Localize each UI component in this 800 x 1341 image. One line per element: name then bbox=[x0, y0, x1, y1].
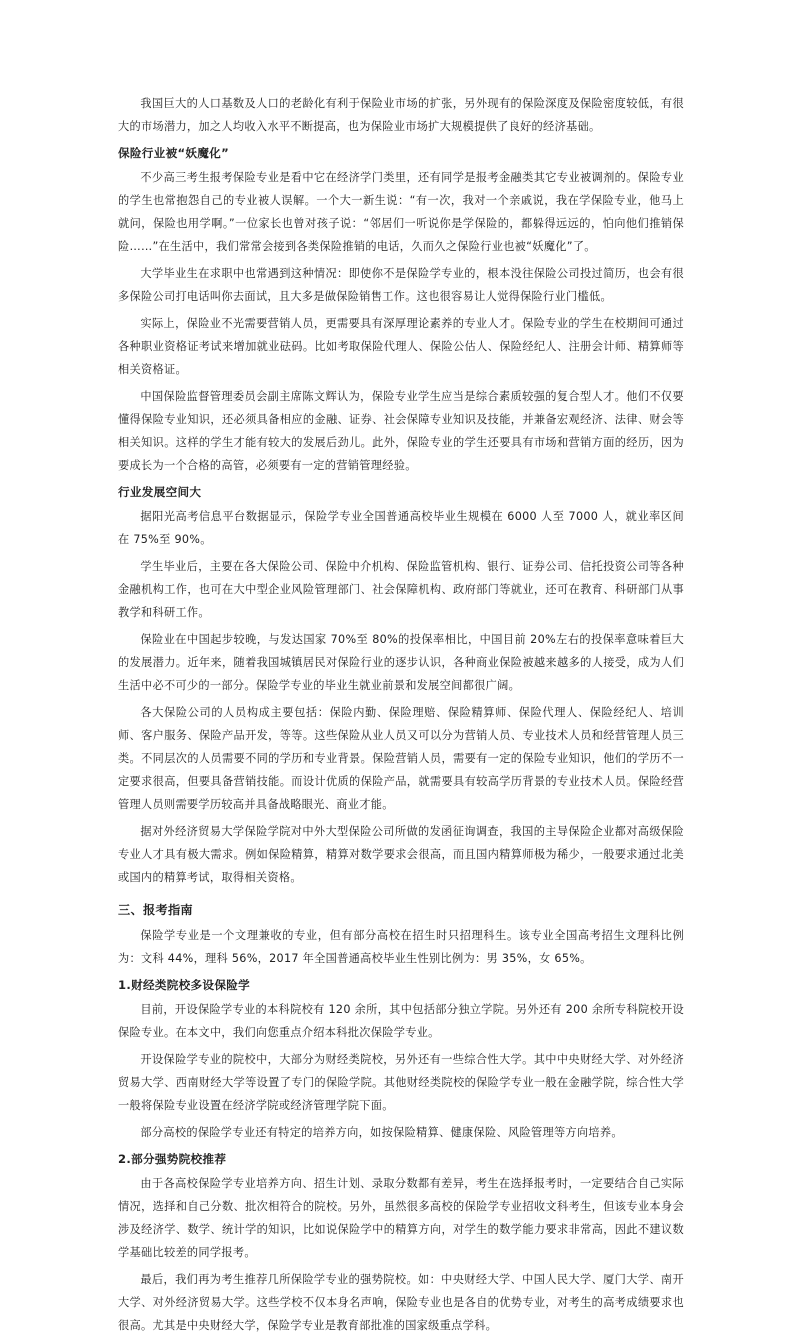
section-heading-demonized: 保险行业被“妖魔化” bbox=[118, 146, 229, 160]
document-page bbox=[118, 92, 684, 1341]
paragraph: 各大保险公司的人员构成主要包括：保险内勤、保险理赔、保险精算师、保险代理人、保险经纪人、培训师、客户服务、保险产品开发，等等。这些保险从业人员又可以分为营销人员、专业技术人员和经营管理人员三类。不同层次的人员需要不同的学历和专业背景。保险营销人员，需要有一定的保险专业知识，他们的学历不一定要求很高，但要具备营销技能。而设计优质的保险产品，就需要具有较高学历背景的专业技术人员。保险经营管理人员则需要学历较高并具备战略眼光、商业才能。 bbox=[118, 706, 684, 811]
chapter-heading-guide: 三、报考指南 bbox=[118, 903, 193, 917]
paragraph: 最后，我们再为考生推荐几所保险学专业的强势院校。如：中央财经大学、中国人民大学、厦门大学、南开大学、对外经济贸易大学。这些学校不仅本身名声响，保险专业也是各自的优势专业，对考生的高考成绩要求也很高。尤其是中央财经大学，保险学专业是教育部批准的国家级重点学科。 bbox=[118, 1273, 684, 1332]
paragraph: 学生毕业后，主要在各大保险公司、保险中介机构、保险监管机构、银行、证券公司、信托投资公司等各种金融机构工作，也可在大中型企业风险管理部门、社会保障机构、政府部门等就业，还可在教育、科研部门从事教学和科研工作。 bbox=[118, 560, 684, 619]
subsection-heading-finance-colleges: 1.财经类院校多设保险学 bbox=[118, 978, 251, 992]
paragraph: 保险业在中国起步较晚，与发达国家 70%至 80%的投保率相比，中国目前 20%左右的投保率意味着巨大的发展潜力。近年来，随着我国城镇居民对保险行业的逐步认识，各种商业保险被越来越多的人接受，成为人们生活中必不可少的一部分。保险学专业的毕业生就业前景和发展空间都很广阔。 bbox=[118, 633, 684, 692]
paragraph: 中国保险监督管理委员会副主席陈文辉认为，保险专业学生应当是综合素质较强的复合型人才。他们不仅要懂得保险专业知识，还必须具备相应的金融、证券、社会保障专业知识及技能，并兼备宏观经济、法律、财会等相关知识。这样的学生才能有较大的发展后劲儿。此外，保险专业的学生还要具有市场和营销方面的经历，因为要成长为一个合格的高管，必须要有一定的营销管理经验。 bbox=[118, 390, 684, 472]
subsection-heading-recommended: 2.部分强势院校推荐 bbox=[118, 1152, 227, 1166]
paragraph: 由于各高校保险学专业培养方向、招生计划、录取分数都有差异，考生在选择报考时，一定要结合自己实际情况，选择和自己分数、批次相符合的院校。另外，虽然很多高校的保险学专业招收文科考生，但该专业本身会涉及经济学、数学、统计学的知识，比如说保险学中的精算方向，对学生的数学能力要求非常高，因此不建议数学基础比较差的同学报考。 bbox=[118, 1177, 684, 1259]
intro-paragraph: 我国巨大的人口基数及人口的老龄化有利于保险业市场的扩张，另外现有的保险深度及保险密度较低，有很大的市场潜力，加之人均收入水平不断提高，也为保险业市场扩大规模提供了良好的经济基础。 bbox=[118, 97, 684, 133]
paragraph: 部分高校的保险学专业还有特定的培养方向，如按保险精算、健康保险、风险管理等方向培养。 bbox=[140, 1126, 623, 1139]
paragraph: 大学毕业生在求职中也常遇到这种情况：即使你不是保险学专业的，根本没往保险公司投过简历，也会有很多保险公司打电话叫你去面试，且大多是做保险销售工作。这也很容易让人觉得保险行业门槛低。 bbox=[118, 267, 684, 303]
paragraph: 据阳光高考信息平台数据显示，保险学专业全国普通高校毕业生规模在 6000 人至 7000 人，就业率区间在 75%至 90%。 bbox=[118, 510, 684, 546]
paragraph: 目前，开设保险学专业的本科院校有 120 余所，其中包括部分独立学院。另外还有 200 余所专科院校开设保险专业。在本文中，我们向您重点介绍本科批次保险学专业。 bbox=[118, 1003, 684, 1039]
paragraph: 保险学专业是一个文理兼收的专业，但有部分高校在招生时只招理科生。该专业全国高考招生文理科比例为：文科 44%，理科 56%，2017 年全国普通高校毕业生性别比例为：男 35%，女 65%。 bbox=[118, 929, 684, 965]
paragraph: 开设保险学专业的院校中，大部分为财经类院校，另外还有一些综合性大学。其中中央财经大学、对外经济贸易大学、西南财经大学等设置了专门的保险学院。其他财经类院校的保险学专业一般在金融学院，综合性大学一般将保险专业设置在经济学院或经济管理学院下面。 bbox=[118, 1053, 684, 1112]
paragraph: 不少高三考生报考保险专业是看中它在经济学门类里，还有同学是报考金融类其它专业被调剂的。保险专业的学生也常抱怨自己的专业被人误解。一个大一新生说：“有一次，我对一个亲戚说，我在学保险专业，他马上就问，保险也用学啊。”一位家长也曾对孩子说：“邻居们一听说你是学保险的，都躲得远远的，怕向他们推销保险……”在生活中，我们常常会接到各类保险推销的电话，久而久之保险行业也被“妖魔化”了。 bbox=[118, 171, 684, 253]
paragraph: 据对外经济贸易大学保险学院对中外大型保险公司所做的发函征询调查，我国的主导保险企业都对高级保险专业人才具有极大需求。例如保险精算，精算对数学要求会很高，而且国内精算师极为稀少，一般要求通过北美或国内的精算考试，取得相关资格。 bbox=[118, 825, 684, 884]
paragraph: 实际上，保险业不光需要营销人员，更需要具有深厚理论素养的专业人才。保险专业的学生在校期间可通过各种职业资格证考试来增加就业砝码。比如考取保险代理人、保险公估人、保险经纪人、注册会计师、精算师等相关资格证。 bbox=[118, 317, 684, 376]
section-heading-development: 行业发展空间大 bbox=[118, 485, 202, 499]
